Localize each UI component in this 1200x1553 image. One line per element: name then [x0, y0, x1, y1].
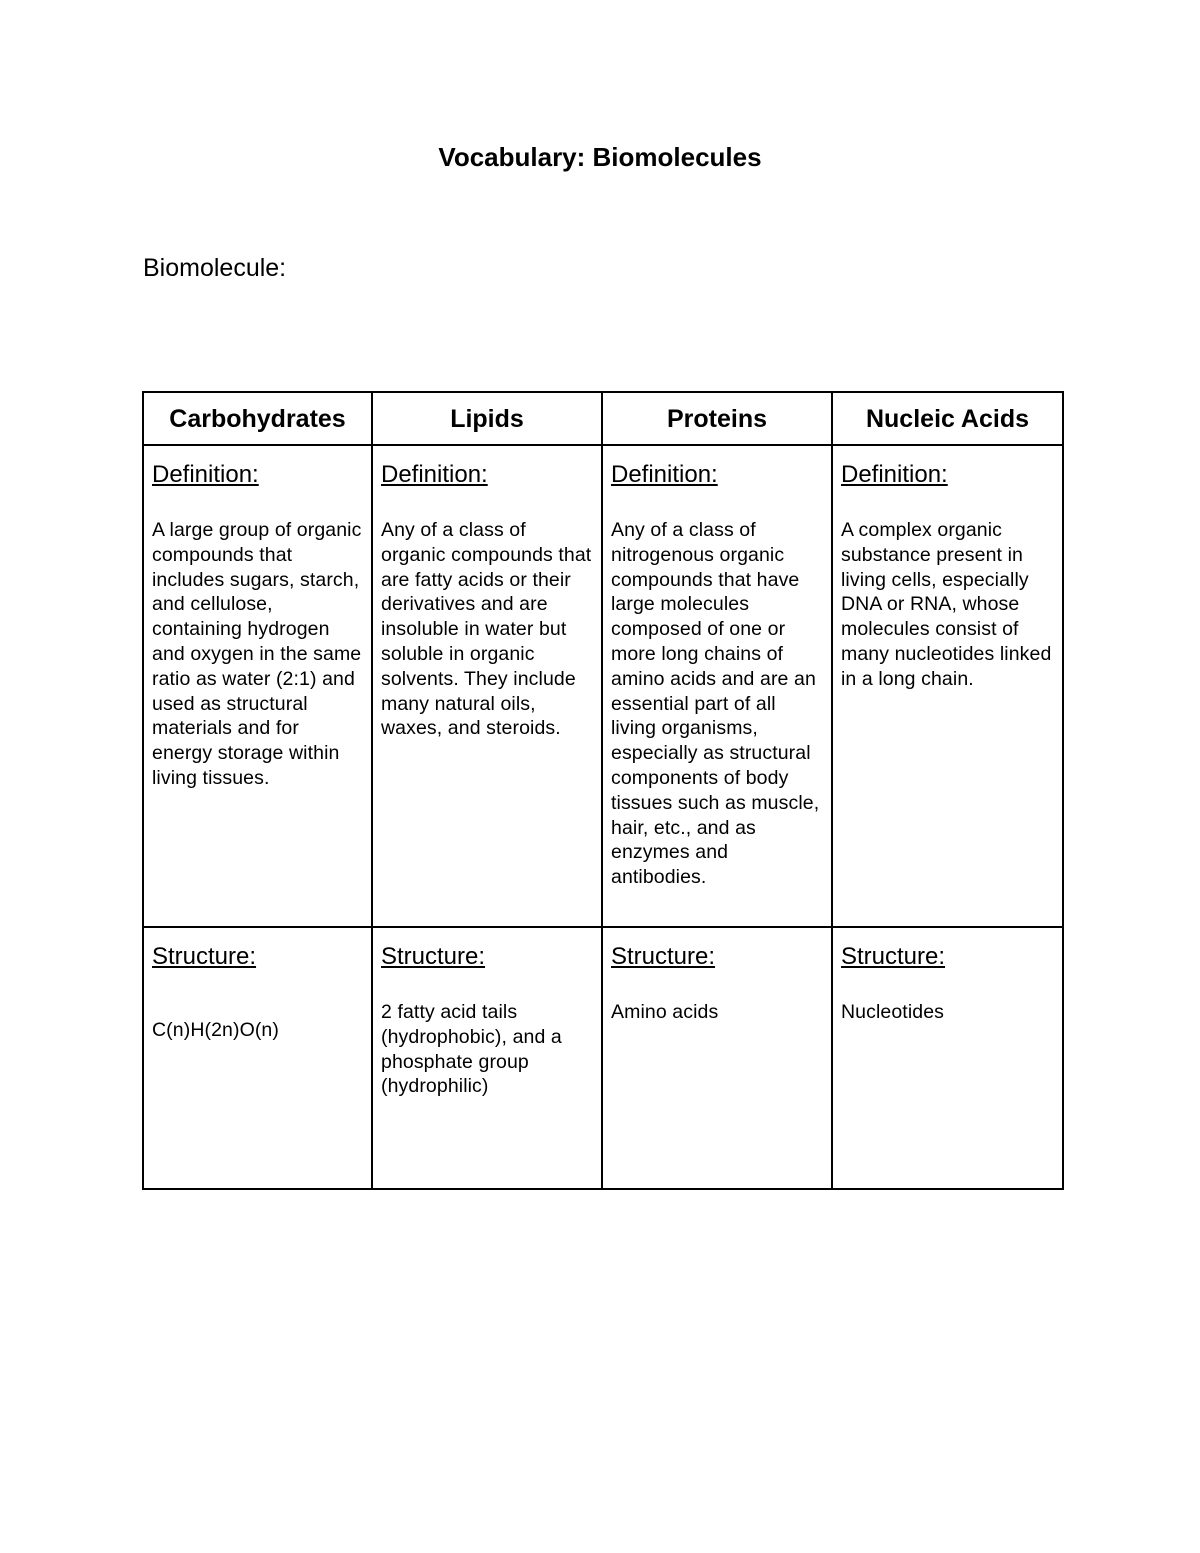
definition-text: Any of a class of organic compounds that are fatty acids or their derivatives and are insoluble in water but soluble in organic solvents. They include many natural oils, waxes, and steroids.: [381, 519, 592, 740]
definition-cell-proteins: [602, 445, 832, 927]
vocabulary-table: [142, 391, 1064, 1190]
structure-text: Amino acids: [611, 1001, 719, 1023]
structure-label: Structure:: [841, 943, 946, 970]
definition-text: A large group of organic compounds that includes sugars, starch, and cellulose, containing hydrogen and oxygen in the same ratio as water (2:1) and used as structural materials and for energy storage within living tissues.: [152, 519, 362, 789]
structure-label: Structure:: [381, 943, 486, 970]
column-header-lipids: Lipids: [372, 392, 602, 445]
header-row: [143, 392, 1063, 445]
definition-label: Definition:: [152, 461, 259, 488]
definition-label: Definition:: [841, 461, 948, 488]
structure-text: C(n)H(2n)O(n): [152, 1019, 279, 1041]
structure-row: [143, 927, 1063, 1189]
definition-label: Definition:: [381, 461, 488, 488]
definition-label: Definition:: [611, 461, 718, 488]
column-header-proteins: Proteins: [602, 392, 832, 445]
column-header-carbohydrates: Carbohydrates: [143, 392, 372, 445]
document-title: Vocabulary: Biomolecules: [438, 142, 762, 172]
definition-text: A complex organic substance present in living cells, especially DNA or RNA, whose molecules consist of many nucleotides linked in a long chain.: [841, 519, 1052, 690]
structure-cell-lipids: [372, 927, 602, 1189]
column-header-nucleic-acids: Nucleic Acids: [832, 392, 1063, 445]
structure-cell-carbohydrates: [143, 927, 372, 1189]
definition-row: [143, 445, 1063, 927]
structure-label: Structure:: [152, 943, 257, 970]
structure-text: 2 fatty acid tails (hydrophobic), and a phosphate group (hydrophilic): [381, 1001, 562, 1098]
definition-cell-nucleic-acids: [832, 445, 1063, 927]
definition-text: Any of a class of nitrogenous organic compounds that have large molecules composed of one or more long chains of amino acids and are an essential part of all living organisms, especially as structural components of body tissues such as muscle, hair, etc., and as enzymes and antibodies.: [611, 519, 820, 889]
structure-cell-nucleic-acids: [832, 927, 1063, 1189]
structure-label: Structure:: [611, 943, 716, 970]
term-label: Biomolecule:: [143, 254, 287, 282]
definition-cell-lipids: [372, 445, 602, 927]
structure-cell-proteins: [602, 927, 832, 1189]
structure-text: Nucleotides: [841, 1001, 944, 1023]
definition-cell-carbohydrates: [143, 445, 372, 927]
